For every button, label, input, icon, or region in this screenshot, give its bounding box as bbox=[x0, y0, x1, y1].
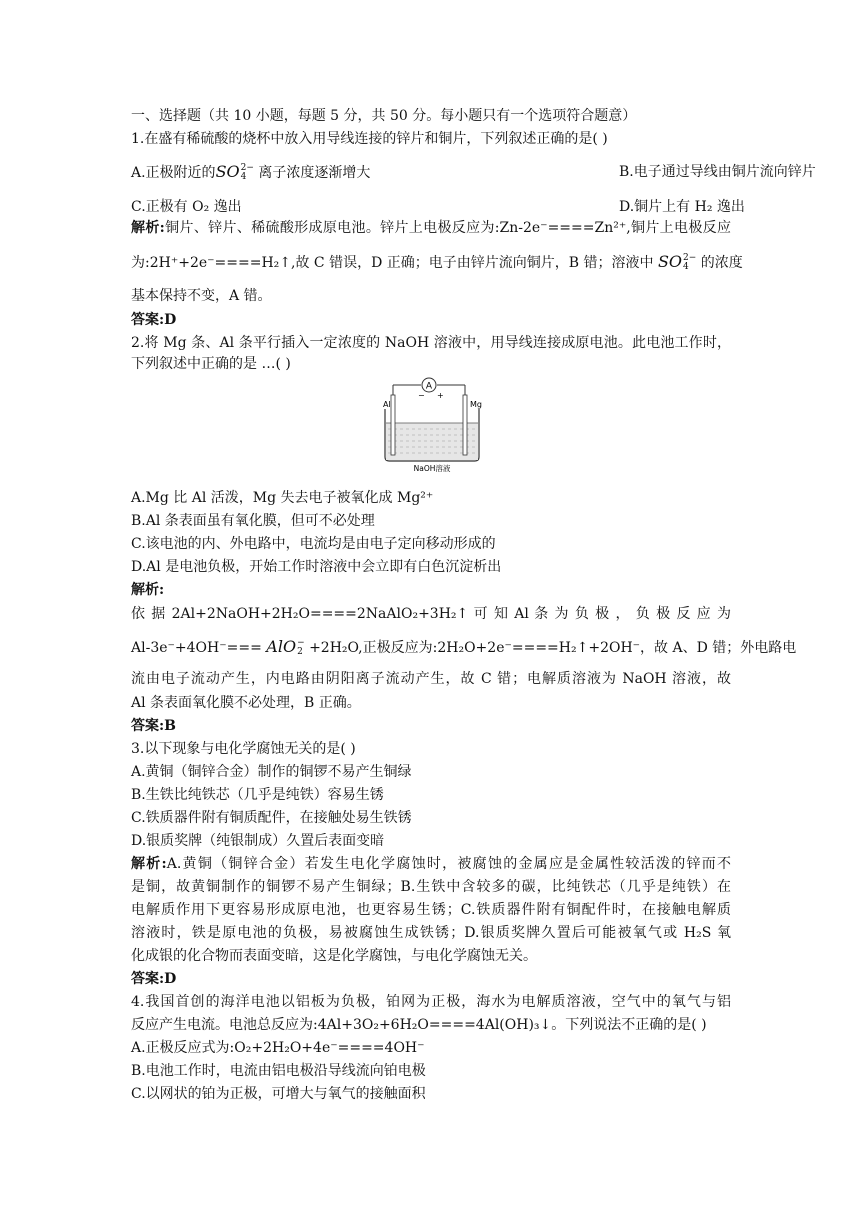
section-heading: 一、选择题（共 10 小题，每题 5 分，共 50 分。每小题只有一个选项符合题意） bbox=[131, 108, 637, 124]
q1-analysis-line1: 解析:铜片、锌片、稀硫酸形成原电池。锌片上电极反应为:Zn-2e⁻====Zn²⁺,铜片上电极反应 bbox=[131, 220, 732, 236]
al-electrode-label: Al bbox=[383, 400, 391, 409]
q4-option-b: B.电池工作时，电流由铝电极沿导线流向铂电极 bbox=[131, 1063, 426, 1079]
q1-options-ab bbox=[131, 162, 816, 182]
q3-option-b: B.生铁比纯铁芯（几乎是纯铁）容易生锈 bbox=[131, 787, 384, 803]
q3-analysis-line4: 溶液时，铁是原电池的负极，易被腐蚀生成铁锈；D.银质奖牌久置后可能被氧气或 H₂S 氧 bbox=[131, 925, 731, 941]
q1-analysis-line3: 基本保持不变，A 错。 bbox=[131, 288, 272, 304]
q3-analysis-line2: 是铜，故黄铜制作的铜锣不易产生铜绿；B.生铁中含较多的碳，比纯铁芯（几乎是纯铁）在 bbox=[131, 879, 731, 895]
q2-option-a: A.Mg 比 Al 活泼，Mg 失去电子被氧化成 Mg²⁺ bbox=[131, 490, 434, 506]
q4-stem-line2: 反应产生电流。电池总反应为:4Al+3O₂+6H₂O====4Al(OH)₃↓。下列说法不正确的是( ) bbox=[131, 1017, 707, 1033]
minus-sign: − bbox=[418, 391, 425, 400]
mg-electrode bbox=[463, 395, 467, 455]
q2-analysis-line4: Al 条表面氧化膜不必处理，B 正确。 bbox=[131, 695, 361, 711]
q3-stem: 3.以下现象与电化学腐蚀无关的是( ) bbox=[131, 741, 356, 757]
q3-analysis-line1: 解析:A.黄铜（铜锌合金）若发生电化学腐蚀时，被腐蚀的金属应是金属性较活泼的锌而不 bbox=[131, 856, 732, 872]
q1-option-b: B.电子通过导线由铜片流向锌片 bbox=[619, 164, 816, 180]
q3-analysis-line3: 电解质作用下更容易形成原电池，也更容易生锈；C.铁质器件附有铜配件时，在接触电解质 bbox=[131, 902, 731, 918]
q2-analysis-line1: 依 据 2Al+2NaOH+2H₂O====2NaAlO₂+3H₂↑ 可 知 Al 条 为 负 极 ， 负 极 反 应 为 bbox=[131, 606, 731, 622]
al-electrode bbox=[391, 395, 395, 455]
q4-option-a: A.正极反应式为:O₂+2H₂O+4e⁻====4OH⁻ bbox=[131, 1040, 425, 1056]
q2-option-c: C.该电池的内、外电路中，电流均是由电子定向移动形成的 bbox=[131, 536, 496, 552]
q1-stem: 1.在盛有稀硫酸的烧杯中放入用导线连接的锌片和铜片，下列叙述正确的是( ) bbox=[131, 131, 608, 147]
q2-answer: 答案:B bbox=[131, 718, 177, 734]
q3-option-a: A.黄铜（铜锌合金）制作的铜锣不易产生铜绿 bbox=[131, 764, 412, 780]
q3-option-d: D.银质奖牌（纯银制成）久置后表面变暗 bbox=[131, 833, 385, 849]
q1-option-d: D.铜片上有 H₂ 逸出 bbox=[619, 199, 745, 215]
q3-analysis-line5: 化成银的化合物而表面变暗，这是化学腐蚀，与电化学腐蚀无关。 bbox=[131, 948, 537, 964]
aluminate-formula: AlO bbox=[266, 637, 297, 656]
q2-analysis-line2: Al-3e⁻+4OH⁻=== AlO − 2 +2H₂O,正极反应为:2H₂O+2e⁻====H₂↑+2OH⁻，故 A、D 错；外电路电 bbox=[131, 637, 797, 657]
q2-stem-line2: 下列叙述中正确的是 …( ) bbox=[131, 356, 291, 372]
q4-stem-line1: 4.我国首创的海洋电池以铝板为负极，铂网为正极，海水为电解质溶液，空气中的氧气与铝 bbox=[131, 994, 731, 1010]
galvanic-cell-diagram bbox=[380, 373, 484, 473]
sulfate-formula: SO bbox=[215, 162, 240, 181]
q3-answer: 答案:D bbox=[131, 971, 177, 987]
ammeter-label: A bbox=[425, 381, 433, 392]
q1-options-cd bbox=[131, 198, 745, 216]
q1-option-a: A.正极附近的SO 2− 4 离子浓度逐渐增大 bbox=[131, 162, 371, 182]
mg-electrode-label: Mg bbox=[470, 400, 482, 409]
q2-option-d: D.Al 是电池负极，开始工作时溶液中会立即有白色沉淀析出 bbox=[131, 559, 502, 575]
q2-analysis-label: 解析: bbox=[131, 582, 165, 598]
q2-stem-line1: 2.将 Mg 条、Al 条平行插入一定浓度的 NaOH 溶液中，用导线连接成原电池。此电池工作时， bbox=[131, 335, 731, 351]
solution-label: NaOH溶液 bbox=[413, 464, 451, 473]
plus-sign: + bbox=[437, 391, 444, 400]
q1-analysis-line2: 为:2H⁺+2e⁻====H₂↑,故 C 错误，D 正确；电子由锌片流向铜片，B 错；溶液中 SO 2− 4 的浓度 bbox=[131, 252, 743, 272]
q4-option-c: C.以网状的铂为正极，可增大与氧气的接触面积 bbox=[131, 1086, 426, 1102]
q1-option-c: C.正极有 O₂ 逸出 bbox=[131, 199, 242, 215]
q1-answer: 答案:D bbox=[131, 312, 177, 328]
q2-option-b: B.Al 条表面虽有氧化膜，但可不必处理 bbox=[131, 513, 375, 529]
q3-option-c: C.铁质器件附有铜质配件，在接触处易生铁锈 bbox=[131, 810, 412, 826]
q2-analysis-line3: 流由电子流动产生，内电路由阴阳离子流动产生，故 C 错；电解质溶液为 NaOH 溶液，故 bbox=[131, 671, 731, 687]
